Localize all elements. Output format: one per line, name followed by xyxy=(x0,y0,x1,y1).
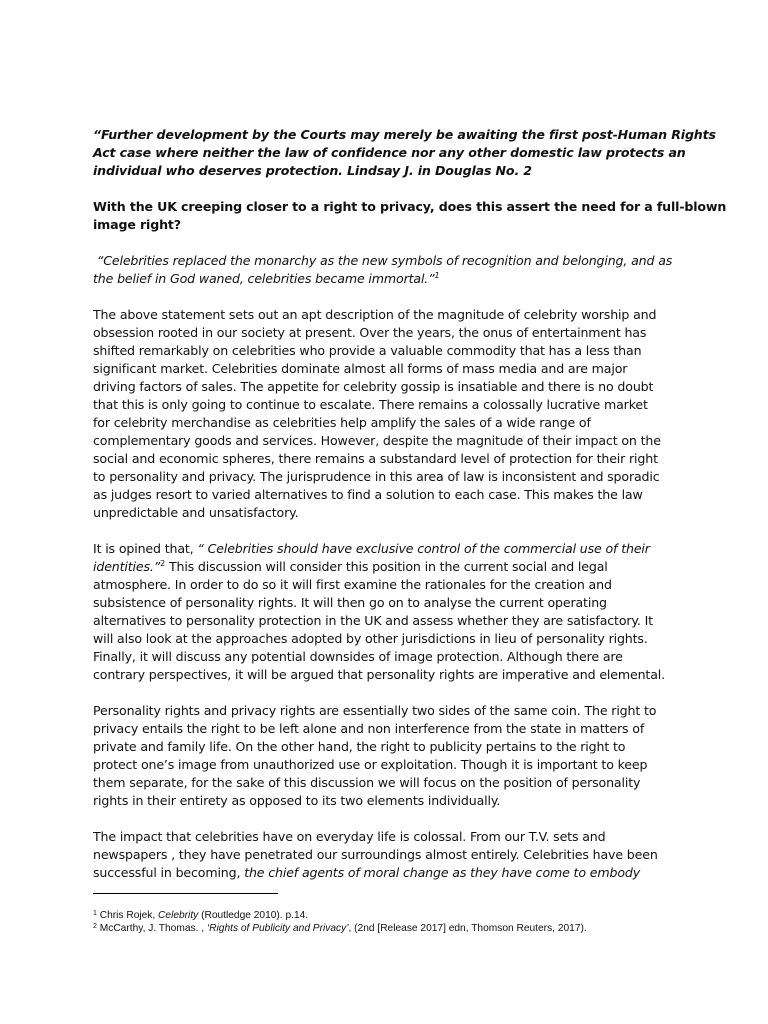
paragraph-line: to personality and privacy. The jurisprudence in this area of law is inconsistent and sporadic xyxy=(93,469,660,484)
paragraph-3 xyxy=(93,702,683,810)
paragraph-line: for celebrity merchandise as celebrities help amplify the sales of a wide range of xyxy=(93,415,591,430)
footnote-text: Chris Rojek, xyxy=(96,910,159,921)
paragraph-line: social and economic spheres, there remains a substandard level of protection for their right xyxy=(93,451,658,466)
quote-line: “Celebrities replaced the monarchy as the new symbols of recognition and belonging, and as xyxy=(93,253,673,268)
paragraph-1 xyxy=(93,306,683,522)
epigraph-line: Act case where neither the law of confidence nor any other domestic law protects an xyxy=(93,145,686,160)
footnote-text: McCarthy, J. Thomas. , xyxy=(96,923,207,934)
paragraph-line: obsession rooted in our society at present. Over the years, the onus of entertainment has xyxy=(93,325,647,340)
paragraph-line xyxy=(93,558,683,576)
epigraph-line: “Further development by the Courts may merely be awaiting the first post-Human Rights xyxy=(93,127,716,142)
paragraph-line: Personality rights and privacy rights are essentially two sides of the same coin. The right to xyxy=(93,703,657,718)
footnote-ref-1[interactable]: 1 xyxy=(434,271,440,280)
paragraph-line: driving factors of sales. The appetite for celebrity gossip is insatiable and there is no doubt xyxy=(93,379,654,394)
paragraph-line: shifted remarkably on celebrities who provide a valuable commodity that has a less than xyxy=(93,343,642,358)
paragraph-line xyxy=(93,540,683,558)
paragraph-line: complementary goods and services. However, despite the magnitude of their impact on the xyxy=(93,433,661,448)
paragraph-line: contrary perspectives, it will be argued that personality rights are imperative and elemental. xyxy=(93,667,665,682)
paragraph-line: privacy entails the right to be left alone and non interference from the state in matters of xyxy=(93,721,645,736)
paragraph-text: This discussion will consider this position in the current social and legal xyxy=(165,559,608,574)
footnote-text: (Routledge 2010). p.14. xyxy=(198,910,309,921)
paragraph-line: The above statement sets out an apt description of the magnitude of celebrity worship and xyxy=(93,307,657,322)
paragraph-line: atmosphere. In order to do so it will first examine the rationales for the creation and xyxy=(93,577,612,592)
paragraph-line: them separate, for the sake of this discussion we will focus on the position of personality xyxy=(93,775,641,790)
essay-question xyxy=(93,198,727,234)
paragraph-line: significant market. Celebrities dominate almost all forms of mass media and are major xyxy=(93,361,628,376)
inline-quote: “ Celebrities should have exclusive control of the commercial use of their xyxy=(197,541,650,556)
epigraph xyxy=(93,126,716,180)
footnote-separator xyxy=(93,893,278,894)
inline-quote: identities.” xyxy=(93,559,161,574)
quote-text: the belief in God waned, celebrities became immortal.” xyxy=(93,271,435,286)
paragraph-line: subsistence of personality rights. It will then go on to analyse the current operating xyxy=(93,595,607,610)
paragraph-2 xyxy=(93,540,683,684)
paragraph-line: alternatives to personality protection in the UK and assess whether they are satisfactory. It xyxy=(93,613,653,628)
footnote-2 xyxy=(93,922,587,935)
paragraph-line: that this is only going to continue to escalate. There remains a colossally lucrative market xyxy=(93,397,648,412)
paragraph-line: will also look at the approaches adopted by other jurisdictions in lieu of personality rights. xyxy=(93,631,648,646)
question-line: image right? xyxy=(93,217,181,232)
footnote-title: Celebrity xyxy=(158,910,199,921)
paragraph-line: as judges resort to varied alternatives to find a solution to each case. This makes the law xyxy=(93,487,643,502)
paragraph-line: rights in their entirety as opposed to its two elements individually. xyxy=(93,793,501,808)
footnote-title: ‘Rights of Publicity and Privacy’ xyxy=(206,923,349,934)
paragraph-line: newspapers , they have penetrated our surroundings almost entirely. Celebrities have been xyxy=(93,847,658,862)
footnote-1 xyxy=(93,909,587,922)
question-line: With the UK creeping closer to a right to privacy, does this assert the need for a full-blown xyxy=(93,199,727,214)
footnotes xyxy=(93,909,587,935)
paragraph-line: Finally, it will discuss any potential downsides of image protection. Although there are xyxy=(93,649,623,664)
footnote-ref-2[interactable]: 2 xyxy=(160,559,166,568)
footnote-mark: 2 xyxy=(93,923,97,930)
paragraph-line xyxy=(93,864,683,882)
quote-line xyxy=(93,270,683,288)
footnote-text: , (2nd [Release 2017] edn, Thomson Reuters, 2017). xyxy=(348,923,587,934)
opening-quote xyxy=(93,252,683,288)
paragraph-line: The impact that celebrities have on everyday life is colossal. From our T.V. sets and xyxy=(93,829,606,844)
paragraph-4 xyxy=(93,828,683,882)
inline-quote: the chief agents of moral change as they have come to embody xyxy=(244,865,641,880)
paragraph-line: private and family life. On the other hand, the right to publicity pertains to the right to xyxy=(93,739,626,754)
paragraph-line: protect one’s image from unauthorized use or exploitation. Though it is important to keep xyxy=(93,757,648,772)
epigraph-line: individual who deserves protection. Lindsay J. in Douglas No. 2 xyxy=(93,163,532,178)
document-body xyxy=(93,126,727,882)
paragraph-line: unpredictable and unsatisfactory. xyxy=(93,505,299,520)
paragraph-text: successful in becoming, xyxy=(93,865,245,880)
footnote-mark: 1 xyxy=(93,910,97,917)
lead-text: It is opined that, xyxy=(93,541,198,556)
